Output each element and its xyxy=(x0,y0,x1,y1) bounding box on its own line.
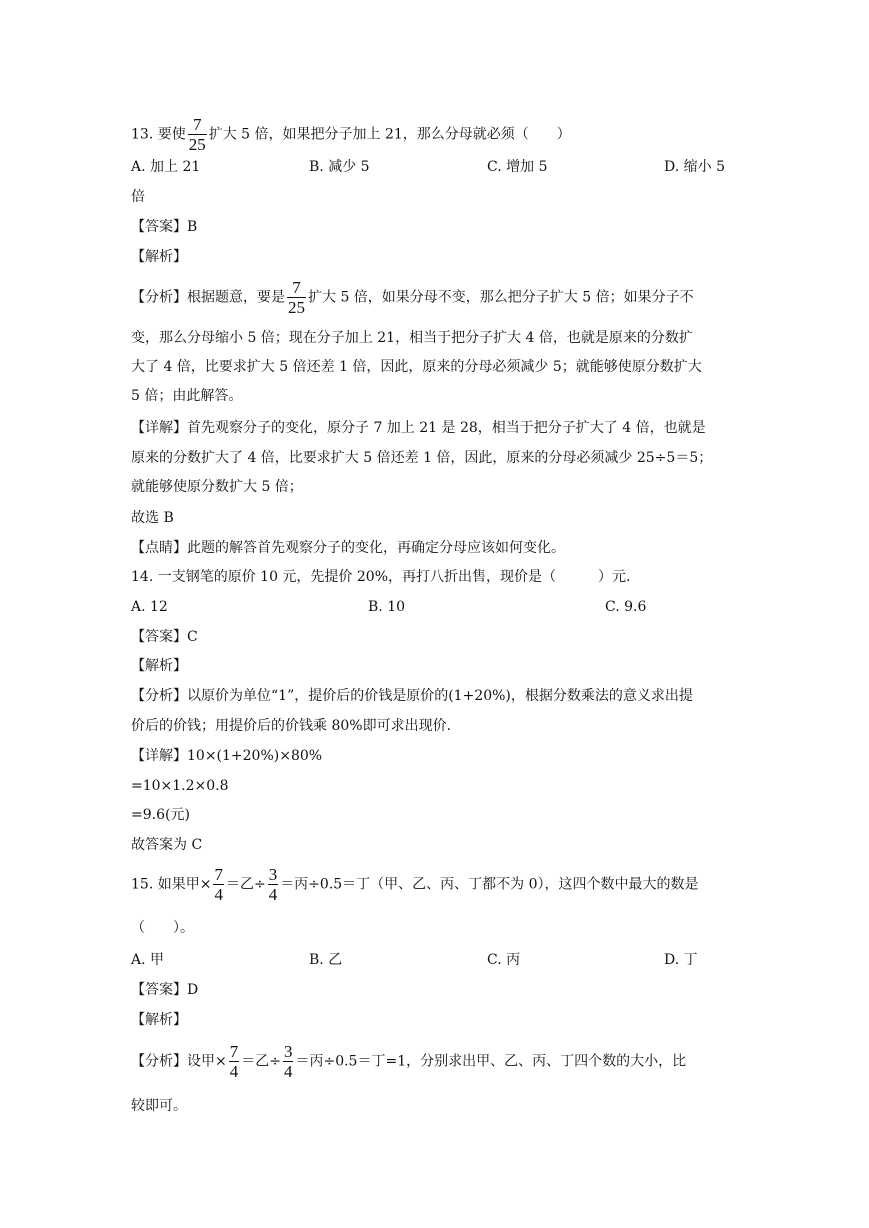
fraction-denominator: 25 xyxy=(188,135,206,154)
q15-analysis-mid1: ＝乙÷ xyxy=(241,1053,281,1070)
q13-jiexi: 【解析】 xyxy=(131,249,187,265)
q15-jiexi: 【解析】 xyxy=(131,1012,187,1028)
q15-analysis-mid2: ＝丙÷0.5＝丁=1，分别求出甲、乙、丙、丁四个数的大小，比 xyxy=(295,1053,687,1070)
q15-option-c: C. 丙 xyxy=(487,952,521,968)
q14-analysis-line1: 【分析】以原价为单位“1”，提价后的价钱是原价的(1+20%)，根据分数乘法的意义求出提 xyxy=(131,688,693,704)
q15-analysis-fraction-2 xyxy=(283,1043,294,1080)
q14-detail-line1: 【详解】10×(1+20%)×80% xyxy=(131,748,323,764)
q14-detail-line2: =10×1.2×0.8 xyxy=(131,778,229,794)
fraction-denominator: 4 xyxy=(229,1062,239,1081)
q14-answer: 【答案】C xyxy=(131,629,198,645)
q14-choose: 故答案为 C xyxy=(131,837,203,853)
fraction-denominator: 25 xyxy=(288,298,305,317)
fraction-numerator: 3 xyxy=(268,865,278,884)
q13-analysis-line2: 变，那么分母缩小 5 倍；现在分子加上 21，相当于把分子扩大 4 倍，也就是原来的分数扩 xyxy=(131,330,693,346)
fraction-numerator: 7 xyxy=(214,865,223,884)
fraction-denominator: 4 xyxy=(214,885,223,904)
q13-choose: 故选 B xyxy=(131,510,174,526)
q13-option-d: D. 缩小 5 xyxy=(664,159,725,175)
q15-stem xyxy=(131,866,699,903)
q13-analysis-line4: 5 倍；由此解答。 xyxy=(131,388,243,404)
q13-analysis-line3: 大了 4 倍，比要求扩大 5 倍还差 1 倍，因此，原来的分母必须减少 5；就能够使原分数扩大 xyxy=(131,359,702,375)
q13-stem-pre: 13. 要使 xyxy=(131,126,186,143)
q13-stem-post: 扩大 5 倍，如果把分子加上 21，那么分母就必须（ ） xyxy=(208,126,571,143)
fraction-numerator: 7 xyxy=(292,278,301,297)
q14-stem: 14. 一支钢笔的原价 10 元，先提价 20%，再打八折出售，现价是（ ）元. xyxy=(131,569,631,585)
q13-analysis-post: 扩大 5 倍，如果分母不变，那么把分子扩大 5 倍；如果分子不 xyxy=(308,289,694,306)
q14-option-a: A. 12 xyxy=(131,599,168,615)
fraction-numerator: 7 xyxy=(192,115,202,134)
q15-analysis-line1 xyxy=(131,1043,686,1080)
q13-option-b: B. 减少 5 xyxy=(309,159,370,175)
fraction-numerator: 3 xyxy=(283,1042,293,1061)
q14-option-c: C. 9.6 xyxy=(605,599,647,615)
q13-detail-line1: 【详解】首先观察分子的变化，原分子 7 加上 21 是 28，相当于把分子扩大了 4 倍，也就是 xyxy=(131,420,706,436)
q13-analysis-pre: 【分析】根据题意，要是 xyxy=(131,289,285,306)
fraction-numerator: 7 xyxy=(229,1042,239,1061)
q13-option-c: C. 增加 5 xyxy=(487,159,548,175)
q13-detail-line3: 就能够使原分数扩大 5 倍； xyxy=(131,479,303,495)
fraction-denominator: 4 xyxy=(268,885,278,904)
q15-option-d: D. 丁 xyxy=(664,952,698,968)
q15-stem-mid1: ＝乙÷ xyxy=(225,876,266,893)
q14-analysis-line2: 价后的价钱；用提价后的价钱乘 80%即可求出现价. xyxy=(131,718,452,734)
q14-detail-line3: =9.6(元) xyxy=(131,807,190,823)
q14-option-b: B. 10 xyxy=(368,599,406,615)
q13-analysis-fraction xyxy=(287,279,306,316)
q15-stem-pre: 15. 如果甲× xyxy=(131,876,212,893)
q13-answer: 【答案】B xyxy=(131,219,198,235)
q15-answer: 【答案】D xyxy=(131,982,199,998)
fraction-denominator: 4 xyxy=(283,1062,293,1081)
q13-comment: 【点睛】此题的解答首先观察分子的变化，再确定分母应该如何变化。 xyxy=(131,540,565,556)
q15-fraction-2 xyxy=(268,866,279,903)
q15-stem-line2: （ ）。 xyxy=(131,920,194,936)
q15-analysis-line2: 较即可。 xyxy=(131,1098,187,1114)
q14-jiexi: 【解析】 xyxy=(131,658,187,674)
q15-option-a: A. 甲 xyxy=(131,952,165,968)
q15-analysis-pre: 【分析】设甲× xyxy=(131,1053,227,1070)
q13-analysis-line1 xyxy=(131,279,694,316)
q15-stem-mid2: ＝丙÷0.5＝丁（甲、乙、丙、丁都不为 0），这四个数中最大的数是 xyxy=(280,876,699,893)
q13-stem xyxy=(131,116,571,153)
q13-detail-line2: 原来的分数扩大了 4 倍，比要求扩大 5 倍还差 1 倍，因此，原来的分母必须减少 25÷5＝5； xyxy=(131,450,713,466)
q15-analysis-fraction-1 xyxy=(229,1043,240,1080)
q13-option-d-wrap: 倍 xyxy=(131,189,145,205)
q13-option-a: A. 加上 21 xyxy=(131,159,201,175)
q15-option-b: B. 乙 xyxy=(309,952,343,968)
q15-fraction-1 xyxy=(213,866,224,903)
q13-fraction xyxy=(188,116,207,153)
